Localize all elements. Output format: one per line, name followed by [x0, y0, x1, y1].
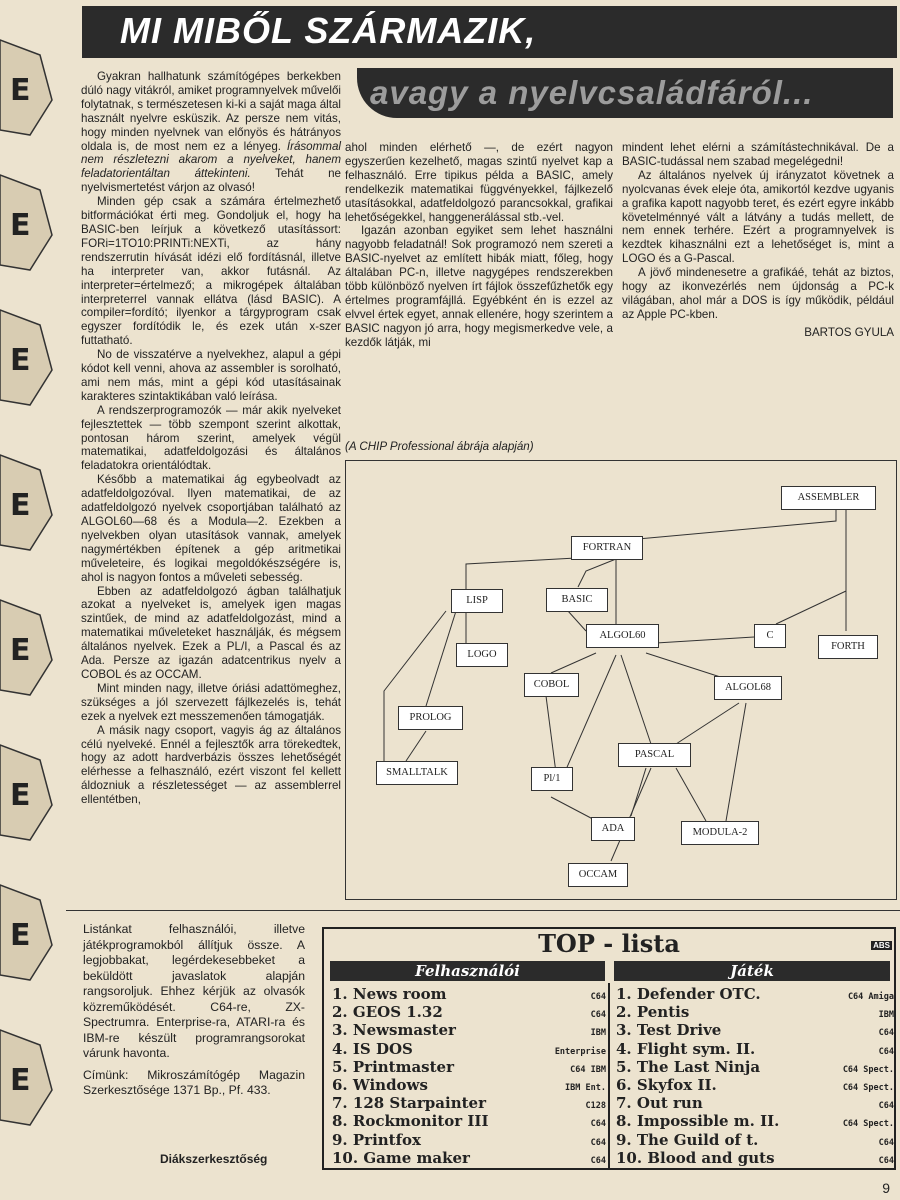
edge-cobol-pl1: [546, 696, 556, 773]
node-ada: ADA: [591, 817, 635, 841]
list-item: 8. Impossible m. II. C64 Spect.: [616, 1112, 894, 1131]
list-item: 5. Printmaster C64 IBM: [332, 1057, 606, 1076]
node-occam: OCCAM: [568, 863, 628, 887]
list-item: 3. Test Drive C64: [616, 1021, 894, 1040]
node-pl1: Pl/1: [531, 767, 573, 791]
edge-algol68-modula2: [726, 703, 746, 821]
list-item: 8. Rockmonitor III C64: [332, 1112, 606, 1131]
list-item: 4. IS DOS Enterprise: [332, 1039, 606, 1058]
edge-c-assembler: [776, 509, 846, 624]
list-item: 4. Flight sym. II. C64: [616, 1039, 894, 1058]
edge-basic-algol60: [568, 611, 586, 631]
edge-algol60-cobol: [551, 653, 596, 673]
list-item: 10. Blood and guts C64: [616, 1148, 894, 1167]
svg-text:E: E: [10, 918, 31, 953]
edge-algol60-c: [656, 637, 754, 643]
credit: Diákszerkesztőség: [160, 1152, 268, 1166]
list-item: 7. 128 Starpainter C128: [332, 1094, 606, 1113]
left-header: Felhasználói: [330, 961, 605, 981]
node-c: C: [754, 624, 786, 648]
svg-text:E: E: [10, 73, 31, 108]
edge-algol60-pascal: [621, 655, 651, 744]
paragraph: Listánkat felhasználói, illetve játékprogramokból állítjuk össze. A legjobbakat, legérdekesebbeket a beküldött javaslatok alapján rangsoroljuk. Ehhez kérjük az olvasók közreműködését. C64-re, ZX-Spectrumra. Enterprise-ra, ATARI-ra és IBM-re készült programrangsorokat várunk havonta.: [83, 922, 305, 1060]
node-fortran: FORTRAN: [571, 536, 643, 560]
svg-text:E: E: [10, 778, 31, 813]
column-divider: [608, 983, 610, 1168]
svg-text:E: E: [10, 208, 31, 243]
page-title: MI MIBŐL SZÁRMAZIK,: [120, 10, 537, 51]
edge-pascal-modula2: [676, 768, 706, 821]
list-item: 5. The Last Ninja C64 Spect.: [616, 1057, 894, 1076]
user-programs-list: [332, 985, 606, 1167]
paragraph: Ebben az adatfeldolgozó ágban találhatjuk azokat a nyelveket is, amelyek igen magas szintűek, de mind az adatfeldolgozást, mind a matematikai műveleteket használják, és mégsem általános nyelvek. Ezek a PL/I, a Pascal és az Ada. Persze az igazán adatcentrikus nyelv a COBOL és az OCCAM.: [81, 584, 341, 681]
list-item: 6. Windows IBM Ent.: [332, 1075, 606, 1094]
games-list: [616, 985, 894, 1167]
language-tree-diagram: [345, 460, 897, 900]
svg-text:E: E: [10, 633, 31, 668]
right-header: Játék: [614, 961, 890, 981]
list-item: 7. Out run C64: [616, 1094, 894, 1113]
edge-lisp-prolog: [426, 611, 456, 706]
paragraph: Gyakran hallhatunk számítógépes berkekben dúló nagy vitákról, amiket programnyelvek művelői folytatnak, s természetesen ki-ki a saját maga által használt nyelvre esküszik. Az persze nem vitás, hogy minden nyelvnek van előnyös és hátrányos oldala is, de most nem ez a lényeg. Írásommal nem részletezni akarom a nyelveket, hanem feladatorientáltan áttekinteni. Tehát ne nyelvismertetést várjon az olvasó!: [81, 70, 342, 195]
edge-lisp-smalltalk: [384, 611, 446, 761]
article-column-1: [81, 70, 341, 807]
edge-pascal-occam: [611, 768, 651, 861]
node-logo: LOGO: [456, 643, 508, 667]
paragraph: Az általános nyelvek új irányzatot követnek a nyolcvanas évek eleje óta, amikortól kezdve ugyanis a grafika kapott nagyobb teret, és ezért egyre inkább követelménnyé vált a látvány a tudás mellett, de nem ennek terhére. Ezért a programnyelvek is kezdtek kihasználni ezt a lehetőséget is, mint a LOGO és a G-Pascal.: [622, 168, 894, 266]
author: BARTOS GYULA: [804, 325, 894, 339]
edge-assembler-fortran: [616, 509, 836, 541]
paragraph: Minden gép csak a számára értelmezhető bitformációkat érti meg. Gondoljuk el, hogy ha BASIC-ben leírjuk a következő utasítássort: FORi=1TO10:PRINTi:NEXTi, az hány rendszerrutin hívását idézi elő fordításnál, illetve ha interpreter van, akkor futásnál. Az interpreter=értelmező; a mikrogépek általában interpreterrel vannak ellátva (lásd BASIC). A compiler=fordító; ilyenkor a tárgyprogram csak egyszer fordítódik le, és ezek után x-szer futtatható.: [81, 195, 341, 348]
paragraph: Mint minden nagy, illetve óriási adattömeghez, szükséges a jól szervezett fájlkezelés is, tehát ezek a nyelvek ezt messzemenően támogatják.: [81, 681, 341, 723]
node-basic: BASIC: [546, 588, 608, 612]
top-list-title: TOP - lista: [538, 929, 680, 958]
list-item: 2. Pentis IBM: [616, 1003, 894, 1022]
node-algol60: ALGOL60: [586, 624, 659, 648]
paragraph: ahol minden elérhető —, de ezért nagyon egyszerűen kezelhető, magas szintű nyelvet kap a felhasználó. Erre tipikus példa a BASIC, amely rendelkezik matematikai függvényekkel, fájlkezelő utasításokkal, adatfeldolgozó parancsokkal, grafikai lehetőségekkel, hanggenerálással stb.-vel.: [345, 141, 613, 224]
list-item: 6. Skyfox II. C64 Spect.: [616, 1075, 894, 1094]
paragraph: Igazán azonban egyiket sem lehet használni nagyobb feladatnál! Sok programozó nem szereti a BASIC-nyelvet az említett hibák miatt, főleg, hogy általában PC-n, illetve nagygépes rendszerekben több különböző nyelven írt fájlok összefűzhetők egy értelmes programfájllá. Egyébként én is ezzel az elvvel értek egyet, annak ellenére, hogy szerintem a BASIC nagyon jó arra, hogy megismerkedve vele, a kezdők látják, mi: [345, 224, 613, 349]
edge-fortran-lisp: [466, 558, 576, 589]
node-prolog: PROLOG: [398, 706, 463, 730]
diagram-caption: (A CHIP Professional ábrája alapján): [345, 440, 534, 453]
node-forth: FORTH: [818, 635, 878, 659]
svg-text:E: E: [10, 343, 31, 378]
list-item: 1. Defender OTC. C64 Amiga: [616, 985, 894, 1003]
paragraph: A másik nagy csoport, vagyis ág az általános célú nyelveké. Ennél a fejlesztők arra törekedtek, hogy az adott hardverbázis összes lehetőségét elérhesse a felhasználó, ezért viszont fel kellett áldozniuk a részletességet — az assemblerrel ellentétben,: [81, 723, 341, 807]
svg-text:E: E: [10, 488, 31, 523]
node-cobol: COBOL: [524, 673, 579, 697]
edge-algol68-pascal: [676, 703, 739, 744]
paragraph: Később a matematikai ág egybeolvadt az adatfeldolgozóval. Ilyen matematikai, de az adatfeldolgozó nyelvek csoportjában található az ALGOL60—68 és a Modula—2. Ezekben a nyelvekben olyan utasítások vannak, amelyek nagymértékben építenek a gép aritmetikai műveleteire, és logikai megoldókészségére is, ahol is nagyon fontos a műveleti sebesség.: [81, 473, 341, 584]
node-pascal: PASCAL: [618, 743, 691, 767]
list-item: 3. Newsmaster IBM: [332, 1021, 606, 1040]
article-column-2: [345, 141, 613, 350]
node-assembler: ASSEMBLER: [781, 486, 876, 510]
node-modula2: MODULA-2: [681, 821, 759, 845]
node-algol68: ALGOL68: [714, 676, 782, 700]
decorative-strip: [0, 0, 62, 1200]
list-item: 9. The Guild of t. C64: [616, 1130, 894, 1149]
paragraph: A jövő mindenesetre a grafikáé, tehát az biztos, hogy az ikonvezérlés nem újdonság a PC-k világában, ahol már a DOS is így működik, például az Apple PC-kben.: [622, 266, 894, 321]
top-list-box: [322, 927, 896, 1170]
list-item: 2. GEOS 1.32 C64: [332, 1003, 606, 1022]
list-item: 1. News room C64: [332, 985, 606, 1003]
page-number: 9: [882, 1180, 890, 1196]
page-subtitle: avagy a nyelvcsaládfáról...: [370, 74, 814, 111]
paragraph: mindent lehet elérni a számítástechnikával. De a BASIC-tudással nem szabad megelégedni!: [622, 141, 894, 168]
toplist-info: [83, 922, 305, 1105]
paragraph: Címünk: Mikroszámítógép Magazin Szerkesztősége 1371 Bp., Pf. 433.: [83, 1067, 305, 1097]
edge-fortran-basic: [578, 559, 616, 587]
paragraph: No de visszatérve a nyelvekhez, alapul a gépi kódot kell venni, ahova az assembler is sorolható, ami nem más, mint a gépi kód utasításainak karakteres szintaktikában való leírása.: [81, 348, 341, 403]
svg-text:E: E: [10, 1063, 31, 1098]
article-column-3: [622, 141, 894, 340]
list-item: 10. Game maker C64: [332, 1148, 606, 1167]
node-smalltalk: SMALLTALK: [376, 761, 458, 785]
abs-badge: ABS: [873, 941, 890, 950]
list-item: 9. Printfox C64: [332, 1130, 606, 1149]
edge-prolog-smalltalk: [406, 731, 426, 761]
node-lisp: LISP: [451, 589, 503, 613]
section-divider: [66, 910, 900, 911]
paragraph: A rendszerprogramozók — már akik nyelveket fejlesztettek — több szempont szerint alkottak, pontosan három szerint, amelyek végül matematikai, adatfeldolgozási és általános feladatokra orientálódtak.: [81, 403, 341, 473]
